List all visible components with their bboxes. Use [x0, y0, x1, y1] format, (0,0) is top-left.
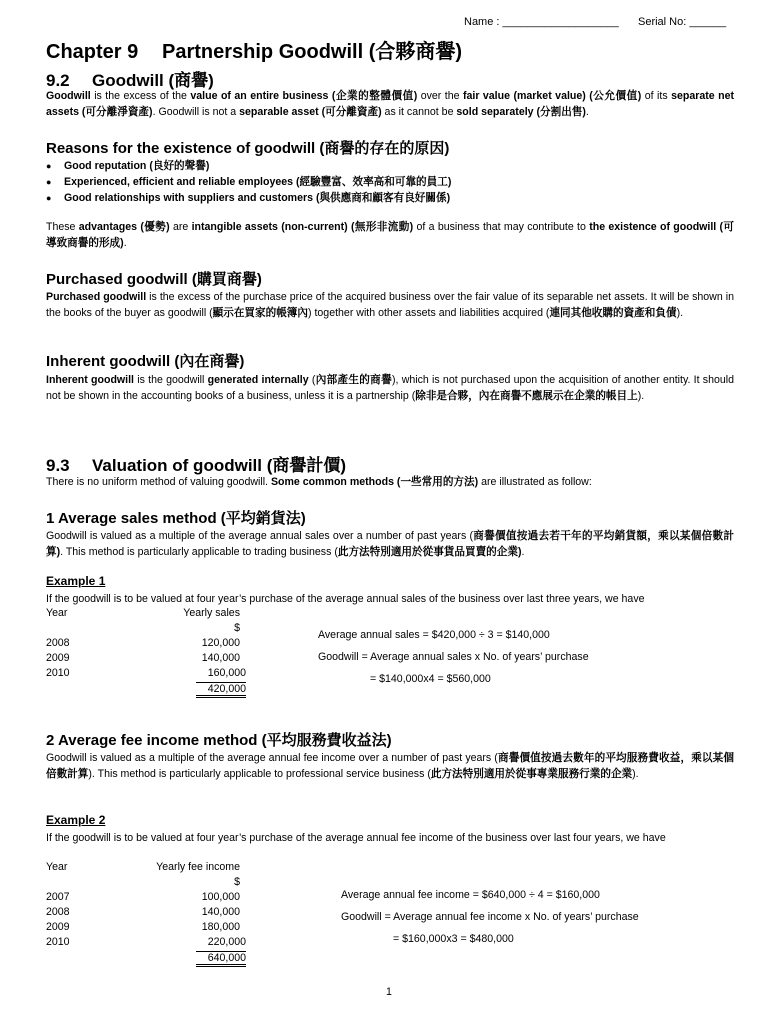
reasons-paragraph [46, 219, 734, 251]
text: is the goodwill [134, 374, 208, 386]
text-bold: 連同其他收購的資產和負債 [549, 307, 677, 319]
method-1-paragraph [46, 528, 734, 560]
bullet-item [46, 190, 450, 205]
table-cell-year: 2008 [46, 906, 70, 918]
calculation-line: Goodwill = Average annual fee income x No. of years’ purchase [341, 911, 639, 923]
text: of a business that may contribute to [413, 221, 590, 233]
text: These [46, 221, 79, 233]
text: . [521, 546, 525, 558]
purchased-goodwill-heading: Purchased goodwill (購買商譽) [46, 271, 262, 288]
text: ). This method is particularly applicable to professional service business ( [88, 768, 431, 780]
text-bold: Goodwill [46, 90, 91, 102]
bullet-item [46, 158, 209, 173]
table-cell-year: 2008 [46, 637, 70, 649]
name-field: Name : ___________________ [464, 16, 619, 28]
currency-unit: $ [234, 622, 240, 634]
method-2-heading: 2 Average fee income method (平均服務費收益法) [46, 732, 392, 749]
text-bold: 除非是合夥，內在商譽不應展示在企業的帳目上 [415, 390, 638, 402]
year-column-header: Year [46, 607, 68, 619]
page-number: 1 [386, 986, 392, 998]
section-9-3-heading [46, 451, 346, 476]
method-2-paragraph [46, 750, 734, 782]
table-cell-value: 140,000 [201, 652, 240, 664]
calculation-line: Average annual fee income = $640,000 ÷ 4 = $160,000 [341, 889, 600, 901]
chapter-number: Chapter 9 [46, 41, 139, 63]
method-1-heading: 1 Average sales method (平均銷貨法) [46, 510, 306, 527]
table-cell-year: 2009 [46, 921, 70, 933]
text: as it cannot be [381, 106, 457, 118]
purchased-goodwill-paragraph [46, 289, 734, 321]
year-column-header: Year [46, 861, 68, 873]
table-cell-value: 120,000 [201, 637, 240, 649]
example-1-text: If the goodwill is to be valued at four year’s purchase of the average annual sales of the business over last three years, we have [46, 593, 645, 605]
text: are illustrated as follow: [478, 476, 592, 488]
text-bold: separate net assets (可分離淨資產) [46, 90, 735, 118]
text: ). [637, 390, 645, 402]
text-bold: generated internally [207, 374, 309, 386]
table-total: 420,000 [196, 682, 246, 698]
text: ( [308, 374, 316, 386]
text: ). [632, 768, 639, 780]
calculation-line: Average annual sales = $420,000 ÷ 3 = $140,000 [318, 629, 550, 641]
text-bold: Inherent goodwill [46, 374, 134, 386]
table-cell-value: 100,000 [201, 891, 240, 903]
table-cell-year: 2010 [46, 667, 70, 679]
chapter-heading: Partnership Goodwill (合夥商譽) [162, 41, 463, 63]
text-bold: the existence of goodwill (可導致商譽的形成) [46, 221, 735, 249]
example-2-text: If the goodwill is to be valued at four year’s purchase of the average annual fee income of the business over last four years, we have [46, 832, 666, 844]
bullet-icon: ● [46, 177, 52, 187]
text: over the [417, 90, 463, 102]
valuation-intro [46, 474, 734, 490]
text: of its [641, 90, 672, 102]
text: is the excess of the purchase price of the acquired business over the fair value of its separable net assets. It will be shown in the books of the buyer as goodwill ( [46, 291, 734, 319]
currency-unit: $ [234, 876, 240, 888]
text-bold: value of an entire business (企業的整體價值) [190, 90, 418, 102]
table-cell-year: 2010 [46, 936, 70, 948]
text: ). [676, 307, 684, 319]
bullet-text: Experienced, efficient and reliable employees (經驗豐富、效率高和可靠的員工) [64, 176, 452, 188]
table-cell-value: 160,000 [207, 667, 246, 679]
section-number: 9.2 [46, 71, 70, 90]
reasons-heading: Reasons for the existence of goodwill (商譽的存在的原因) [46, 140, 450, 157]
text: ), which is not purchased upon the acquisition of another entity. It should not be shown in the accounting books of a business, unless it is a partnership ( [46, 374, 735, 402]
value-column-header: Yearly fee income [156, 861, 240, 873]
text-bold: 商譽價值按過去數年的平均服務費收益，乘以某個倍數計算 [46, 752, 734, 780]
table-cell-value: 140,000 [201, 906, 240, 918]
bullet-text: Good reputation (良好的聲譽) [64, 160, 210, 172]
calculation-line: Goodwill = Average annual sales x No. of years’ purchase [318, 651, 589, 663]
text: . This method is particularly applicable to trading business ( [60, 546, 338, 558]
section-title: Goodwill (商譽) [92, 71, 214, 90]
text-bold: sold separately (分割出售) [456, 106, 586, 118]
bullet-icon: ● [46, 161, 52, 171]
text-bold: Some common methods (一些常用的方法) [270, 476, 479, 488]
section-title: Valuation of goodwill (商譽計價) [92, 456, 347, 475]
text-bold: advantages (優勢) [78, 221, 170, 233]
table-cell-year: 2007 [46, 891, 70, 903]
table-total: 640,000 [196, 951, 246, 967]
serial-field: Serial No: ______ [638, 16, 727, 28]
chapter-title [46, 35, 462, 64]
text: is the excess of the [90, 90, 191, 102]
text-bold: 此方法特別適用於從事專業服務行業的企業 [430, 768, 633, 780]
calculation-line: = $160,000x3 = $480,000 [393, 933, 514, 945]
bullet-item [46, 174, 451, 189]
text: . Goodwill is not a [152, 106, 240, 118]
inherent-goodwill-heading: Inherent goodwill (內在商譽) [46, 353, 245, 370]
text-bold: 商譽價值按過去若干年的平均銷貨額，乘以某個倍數計算) [46, 530, 734, 558]
text-bold: 顯示在買家的帳簿內 [212, 307, 308, 319]
table-cell-value: 180,000 [201, 921, 240, 933]
section-number: 9.3 [46, 456, 70, 475]
text: Goodwill is valued as a multiple of the average annual fee income over a number of past years ( [46, 752, 498, 764]
text: . [123, 237, 127, 249]
text-bold: 內部產生的商譽 [315, 374, 392, 386]
text-bold: separable asset (可分離資產) [239, 106, 382, 118]
text: There is no uniform method of valuing goodwill. [46, 476, 271, 488]
text: ) together with other assets and liabilities acquired ( [308, 307, 550, 319]
table-cell-value: 220,000 [207, 936, 246, 948]
calculation-line: = $140,000x4 = $560,000 [370, 673, 491, 685]
text-bold: fair value (market value) (公允價值) [462, 90, 642, 102]
bullet-text: Good relationships with suppliers and customers (與供應商和顧客有良好關係) [64, 192, 451, 204]
table-cell-year: 2009 [46, 652, 70, 664]
text: . [585, 106, 589, 118]
text: Goodwill is valued as a multiple of the average annual sales over a number of past years ( [46, 530, 473, 542]
example-1-title: Example 1 [46, 574, 106, 588]
inherent-goodwill-paragraph [46, 372, 734, 404]
text-bold: 此方法特別適用於從事貨品買賣的企業) [337, 546, 522, 558]
text: are [169, 221, 192, 233]
bullet-icon: ● [46, 193, 52, 203]
example-2-title: Example 2 [46, 813, 106, 827]
goodwill-definition [46, 88, 734, 120]
text-bold: Purchased goodwill [46, 291, 147, 303]
text-bold: intangible assets (non-current) [191, 221, 348, 233]
value-column-header: Yearly sales [183, 607, 240, 619]
text-bold: (無形非流動) [347, 221, 414, 233]
